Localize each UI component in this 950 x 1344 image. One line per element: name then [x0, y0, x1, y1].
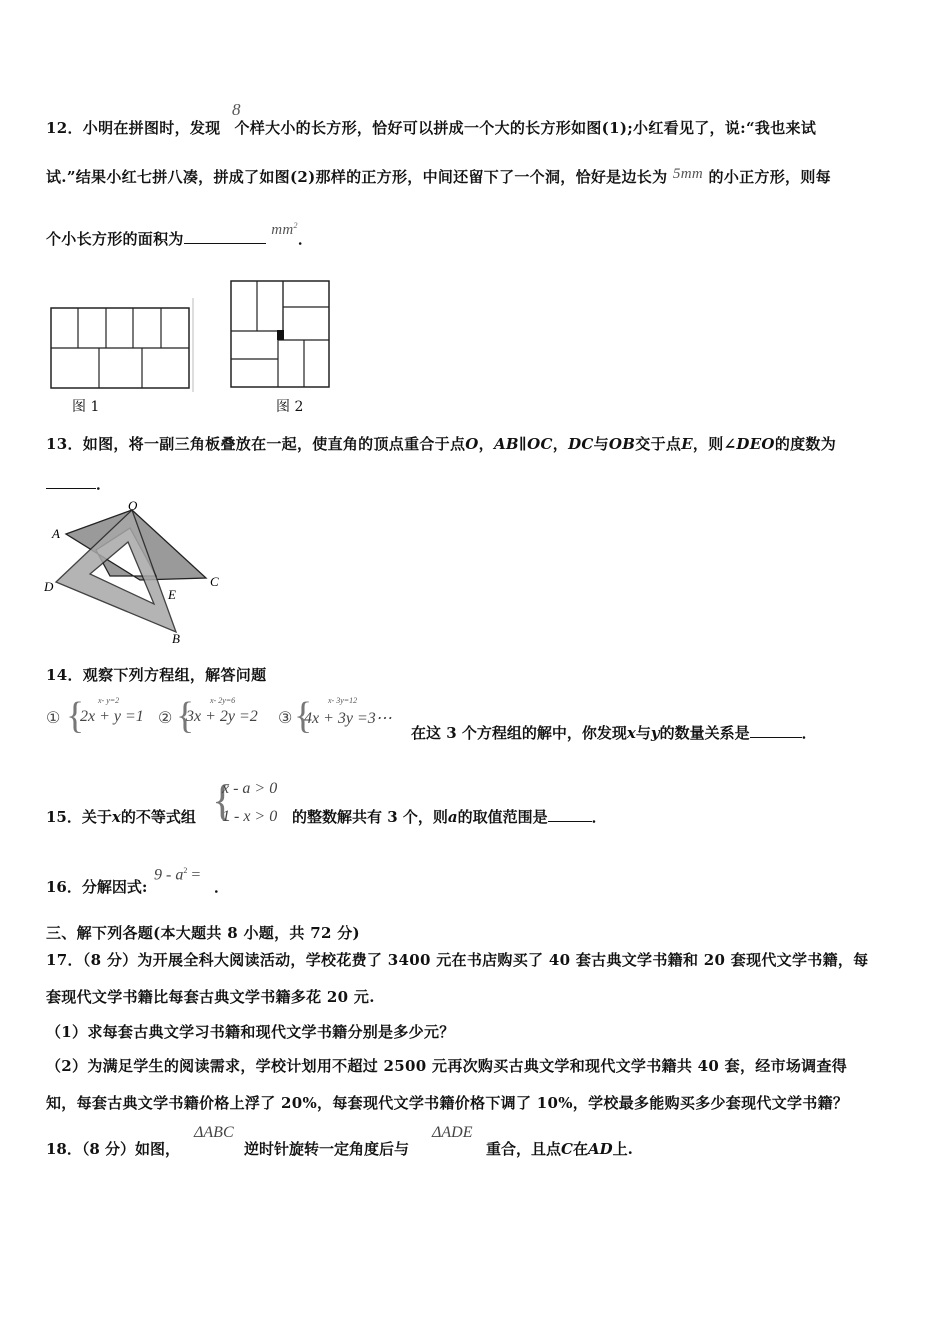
figure-1 [46, 296, 198, 394]
label-o: O [128, 498, 138, 513]
q13-ob: OB [608, 435, 636, 453]
q18-on: 在 [572, 1140, 588, 1158]
answer-blank[interactable] [750, 723, 802, 738]
q12-line3-a: 个小长方形的面积为 [46, 230, 184, 248]
q18-tail-b: 上. [612, 1140, 633, 1158]
system-1-top: x- y=2 [98, 696, 120, 705]
q12-unit-exp: 2 [293, 221, 298, 230]
q12-line1-a: 12．小明在拼图时，发现 [46, 119, 221, 137]
q13-meet: 交于点 [635, 435, 682, 453]
q17-part2a: （2）为满足学生的阅读需求，学校计划用不超过 2500 元再次购买古典文学和现代文学书籍共 40 套，经市场调查得 [46, 1057, 848, 1075]
q14-tail-b: 的数量关系是 [659, 724, 750, 742]
q17-line1: 17．（8 分）为开展全科大阅读活动，学校花费了 3400 元在书店购买了 40 套古典文学书籍和 20 套现代文学书籍，每 [46, 951, 869, 969]
section-heading: 三、解下列各题(本大题共 8 小题，共 72 分) [46, 924, 360, 942]
q13-dc: DC [568, 435, 594, 453]
q14-tail [411, 722, 817, 743]
q15-mid: 的不等式组 [120, 808, 196, 826]
q12-line1 [46, 117, 816, 138]
q13-e: E [681, 435, 693, 453]
q16-exp: 2 [183, 866, 188, 875]
q15-a: a [447, 808, 458, 826]
q18-tail-a: 重合，且点 [486, 1140, 562, 1158]
brace-3: { [294, 695, 313, 737]
q18-lead: 18．（8 分）如图， [46, 1140, 181, 1158]
q18-tail [486, 1138, 633, 1159]
q12-num: 8 [232, 100, 241, 119]
q16 [46, 866, 346, 896]
q12-line1-b: 个样大小的长方形，恰好可以拼成一个大的长方形如图(1);小红看见了，说:“我也来试 [234, 119, 817, 137]
q15-lead [46, 806, 196, 827]
circle-1: ① [46, 710, 61, 727]
q12-line3 [46, 221, 314, 249]
q14-tail-a: 在这 3 个方程组的解中，你发现 [411, 724, 627, 742]
q13-end: ． [96, 475, 112, 493]
q15-tail [292, 806, 607, 827]
q12-line3-b: ． [297, 230, 314, 248]
figure-1-caption: 图 1 [72, 399, 100, 415]
q12-unit [271, 222, 298, 238]
q15 [46, 778, 896, 834]
q13-o: O [465, 435, 479, 453]
q13-with: 与 [593, 435, 609, 453]
label-d: D [44, 579, 54, 594]
q13-ab: AB [493, 435, 519, 453]
q15-tail-b: 的取值范围是 [457, 808, 548, 826]
q16-end: ． [214, 878, 230, 896]
answer-blank[interactable] [46, 474, 96, 489]
q16-lead: 16．分解因式: [46, 878, 148, 896]
q17-part2b: 知，每套古典文学书籍价格上浮了 20%，每套现代文学书籍价格下调了 10%，学校最多能购买多少套现代文学书籍？ [46, 1094, 849, 1112]
system-3-bottom: 4x + 3y =3⋯ [304, 710, 392, 727]
q15-end: ． [591, 808, 607, 826]
q12-unit-text: mm [271, 222, 294, 238]
q13-oc: OC [527, 435, 553, 453]
brace-1: { [66, 695, 85, 737]
q16-expr [154, 866, 200, 884]
system-2-top: x- 2y=6 [210, 696, 236, 705]
q12-line2 [46, 166, 831, 187]
q15-brace: { [212, 776, 234, 825]
q13-deo: DEO [736, 435, 775, 453]
system-1-bottom: 2x + y =1 [80, 708, 144, 725]
q12-line2-a: 试.”结果小红七拼八凑，拼成了如图(2)那样的正方形，中间还留下了一个洞，恰好是边长为 [46, 168, 668, 186]
q18-c: C [561, 1140, 573, 1158]
inequality-top: x - a > 0 [222, 780, 278, 797]
q17-part1: （1）求每套古典文学习书籍和现代文学书籍分别是多少元？ [46, 1023, 455, 1041]
q16-eq: = [187, 866, 201, 884]
q18-triangle-ade: ΔADE [432, 1124, 473, 1141]
q14-end: ． [801, 724, 817, 742]
q12-size: 5mm [672, 166, 703, 182]
label-b: B [172, 631, 180, 646]
q14-y: y [650, 724, 660, 742]
answer-blank[interactable] [548, 807, 592, 822]
q13-then: ，则∠ [692, 435, 737, 453]
q14-systems [46, 694, 896, 742]
q16-expr-text: 9 - a [154, 866, 184, 884]
q18 [46, 1124, 896, 1160]
triangle-figure [44, 496, 230, 646]
q15-tail-a: 的整数解共有 3 个，则 [292, 808, 448, 826]
figure-2 [228, 278, 334, 392]
circle-2: ② [158, 710, 173, 727]
q15-x: x [111, 808, 121, 826]
brace-2: { [176, 695, 195, 737]
q13-tail: 的度数为 [774, 435, 837, 453]
answer-blank[interactable] [184, 229, 266, 244]
q14-x: x [626, 724, 636, 742]
system-3-top: x- 3y=12 [328, 696, 358, 705]
label-c: C [210, 574, 219, 589]
q13-parallel: ∥ [518, 435, 528, 453]
label-a: A [52, 526, 60, 541]
q15-lead-text: 15．关于 [46, 808, 112, 826]
q18-ad: AD [587, 1140, 613, 1158]
inequality-bottom: 1 - x > 0 [222, 808, 278, 825]
label-e: E [168, 587, 176, 602]
circle-3: ③ [278, 710, 293, 727]
q14-and: 与 [635, 724, 651, 742]
q17-line2: 套现代文学书籍比每套古典文学书籍多花 20 元. [46, 988, 375, 1006]
q12-line2-b: 的小正方形，则每 [708, 168, 831, 186]
q18-mid: 逆时针旋转一定角度后与 [244, 1140, 410, 1158]
figure-2-caption: 图 2 [276, 399, 304, 415]
q14-title: 14．观察下列方程组，解答问题 [46, 666, 267, 684]
q18-triangle-abc: ΔABC [194, 1124, 234, 1141]
q13-line1: 13．如图，将一副三角板叠放在一起，使直角的顶点重合于点O，AB∥OC，DC与OB交于点E，则∠DEO的度数为 [46, 435, 837, 453]
q13-line1-text: 13．如图，将一副三角板叠放在一起，使直角的顶点重合于点 [46, 435, 466, 453]
q13-line2 [46, 473, 111, 494]
system-2-bottom: 3x + 2y =2 [186, 708, 258, 725]
